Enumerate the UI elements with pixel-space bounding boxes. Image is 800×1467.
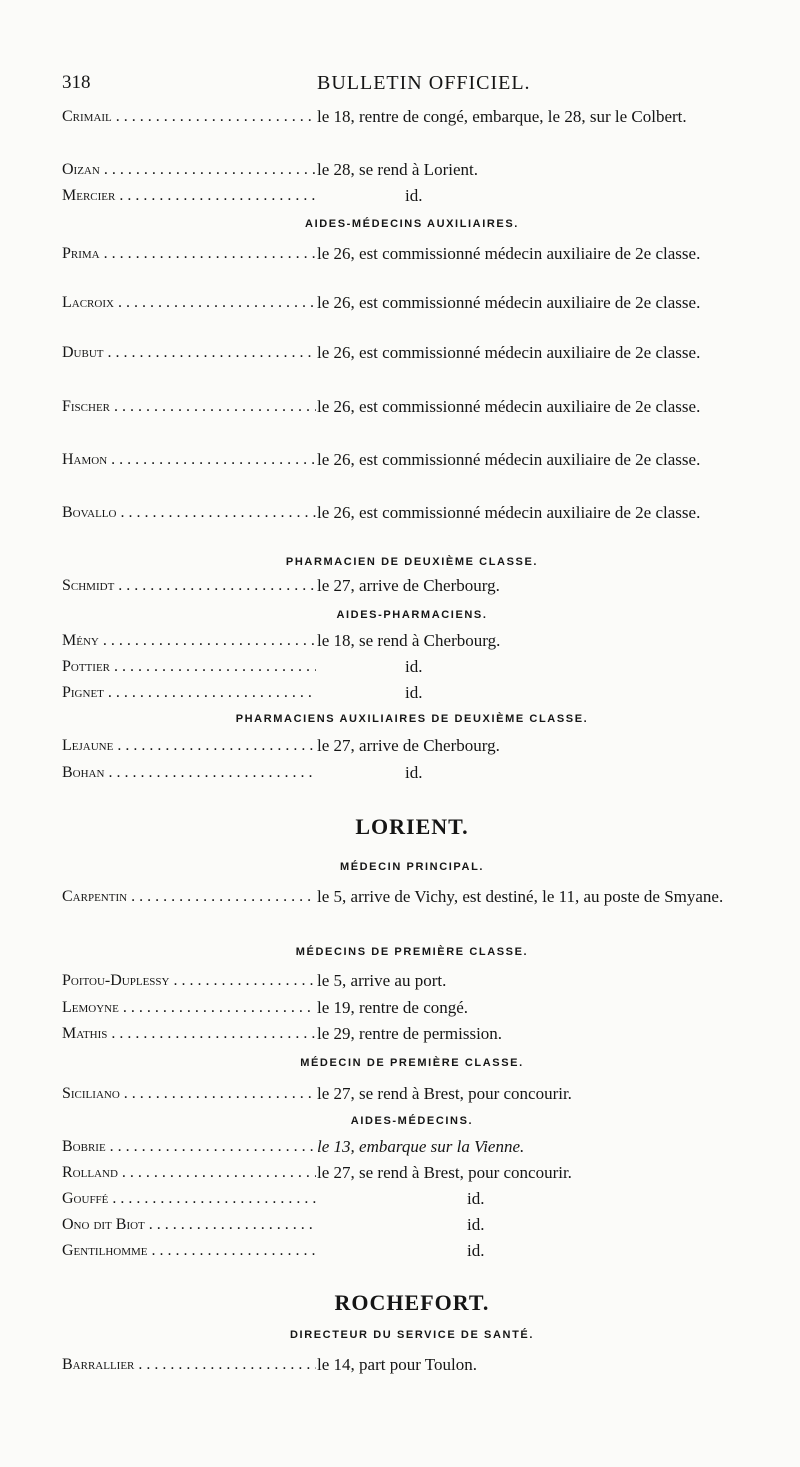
entry-text: le 5, arrive de Vichy, est destiné, le 11, au poste de Smyane. (317, 887, 724, 906)
entry-text: le 5, arrive au port. (317, 971, 447, 990)
entry-text: id. (467, 1215, 485, 1234)
entry-text: le 27, se rend à Brest, pour concourir. (317, 1084, 572, 1103)
entry-text: id. (405, 763, 423, 782)
entry-name: Barrallier . . . (62, 1352, 316, 1377)
entry-text: le 13, embarque sur la Vienne. (317, 1137, 525, 1156)
entry-name: Prima . . . (62, 241, 316, 266)
entry-ono-dit-biot (62, 1212, 762, 1237)
section-heading: MÉDECIN DE PREMIÈRE CLASSE. (300, 1057, 524, 1069)
entry-hamon (62, 447, 762, 472)
entry-name: Ono dit Biot . . . (62, 1212, 316, 1237)
entry-gentilhomme (62, 1238, 762, 1263)
entry-name: Pottier . . . (62, 654, 316, 679)
section-heading: PHARMACIENS AUXILIAIRES DE DEUXIÈME CLASSE. (235, 713, 589, 725)
page-number: 318 (62, 72, 91, 93)
entry-lacroix (62, 290, 762, 315)
entry-name: Bovallo . . . (62, 500, 316, 525)
entry-name: Fischer . . . (62, 394, 316, 419)
entry-gouffe (62, 1186, 762, 1211)
entry-name: Mény . . . (62, 628, 316, 653)
entry-text: le 18, se rend à Cherbourg. (317, 631, 501, 650)
entry-lejaune (62, 733, 762, 758)
entry-text: le 26, est commissionné médecin auxiliaire de 2e classe. (317, 503, 701, 522)
entry-name: Lemoyne . . . (62, 995, 316, 1020)
entry-text: le 14, part pour Toulon. (317, 1355, 477, 1374)
entry-crimail (62, 104, 762, 129)
entry-barrallier (62, 1352, 762, 1377)
entry-text: le 27, se rend à Brest, pour concourir. (317, 1163, 572, 1182)
entry-name: Schmidt . . . (62, 573, 316, 598)
entry-text: id. (467, 1241, 485, 1260)
entry-text: id. (467, 1189, 485, 1208)
entry-text: le 26, est commissionné médecin auxiliaire de 2e classe. (317, 397, 701, 416)
entry-pignet (62, 680, 762, 705)
entry-mathis (62, 1021, 762, 1046)
section-heading: AIDES-MÉDECINS. (350, 1115, 474, 1127)
entry-text: le 29, rentre de permission. (317, 1024, 503, 1043)
entry-mercier (62, 183, 762, 208)
entry-siciliano (62, 1081, 762, 1106)
entry-oizan (62, 157, 762, 182)
entry-name: Mathis . . . (62, 1021, 316, 1046)
entry-rolland (62, 1160, 762, 1185)
entry-name: Gouffé . . . (62, 1186, 316, 1211)
entry-pottier (62, 654, 762, 679)
entry-text: le 18, rentre de congé, embarque, le 28, sur le Colbert. (317, 107, 687, 126)
entry-text: le 26, est commissionné médecin auxiliaire de 2e classe. (317, 450, 701, 469)
section-heading: MÉDECINS DE PREMIÈRE CLASSE. (295, 946, 529, 958)
entry-name: Hamon . . . (62, 447, 316, 472)
section-heading: AIDES-MÉDECINS AUXILIAIRES. (305, 218, 519, 230)
entry-text: le 26, est commissionné médecin auxiliaire de 2e classe. (317, 244, 701, 263)
entry-bovallo (62, 500, 762, 525)
section-heading: DIRECTEUR DU SERVICE DE SANTÉ. (290, 1329, 534, 1341)
section-heading: AIDES-PHARMACIENS. (336, 609, 488, 621)
entry-name: Carpentin . . . (62, 884, 316, 909)
entry-name: Dubut . . . (62, 340, 316, 365)
entry-bohan (62, 760, 762, 785)
entry-text: le 28, se rend à Lorient. (317, 160, 478, 179)
entry-text: le 26, est commissionné médecin auxiliaire de 2e classe. (317, 293, 701, 312)
entry-name: Bobrie . . . (62, 1134, 316, 1159)
section-heading: PHARMACIEN DE DEUXIÈME CLASSE. (285, 556, 539, 568)
entry-fischer (62, 394, 762, 419)
entry-lemoyne (62, 995, 762, 1020)
entry-name: Rolland . . . (62, 1160, 316, 1185)
entry-text: id. (405, 683, 423, 702)
entry-name: Lacroix . . . (62, 290, 316, 315)
entry-name: Pignet . . . (62, 680, 316, 705)
entry-poitou-duplessy (62, 968, 762, 993)
running-title: BULLETIN OFFICIEL. (317, 72, 531, 94)
city-heading-lorient: LORIENT. (355, 814, 469, 839)
entry-text: id. (405, 186, 423, 205)
entry-name: Mercier . . . (62, 183, 316, 208)
entry-name: Oizan . . . (62, 157, 316, 182)
page-header (62, 72, 762, 102)
entry-dubut (62, 340, 762, 365)
entry-name: Siciliano . . . (62, 1081, 316, 1106)
entry-name: Bohan . . . (62, 760, 316, 785)
entry-text: le 26, est commissionné médecin auxiliaire de 2e classe. (317, 343, 701, 362)
entry-text: le 27, arrive de Cherbourg. (317, 576, 500, 595)
entry-name: Lejaune . . . (62, 733, 316, 758)
city-heading-rochefort: ROCHEFORT. (334, 1290, 490, 1315)
entry-bobrie (62, 1134, 762, 1159)
entry-name: Poitou-Duplessy . . . (62, 968, 316, 993)
entry-schmidt (62, 573, 762, 598)
entry-carpentin (62, 884, 762, 909)
entry-name: Gentilhomme . . . (62, 1238, 316, 1263)
entry-text: le 19, rentre de congé. (317, 998, 469, 1017)
entry-name: Crimail . . . (62, 104, 316, 129)
entry-meny (62, 628, 762, 653)
entry-text: id. (405, 657, 423, 676)
entry-prima (62, 241, 762, 266)
section-heading: MÉDECIN PRINCIPAL. (339, 861, 485, 873)
entry-text: le 27, arrive de Cherbourg. (317, 736, 500, 755)
